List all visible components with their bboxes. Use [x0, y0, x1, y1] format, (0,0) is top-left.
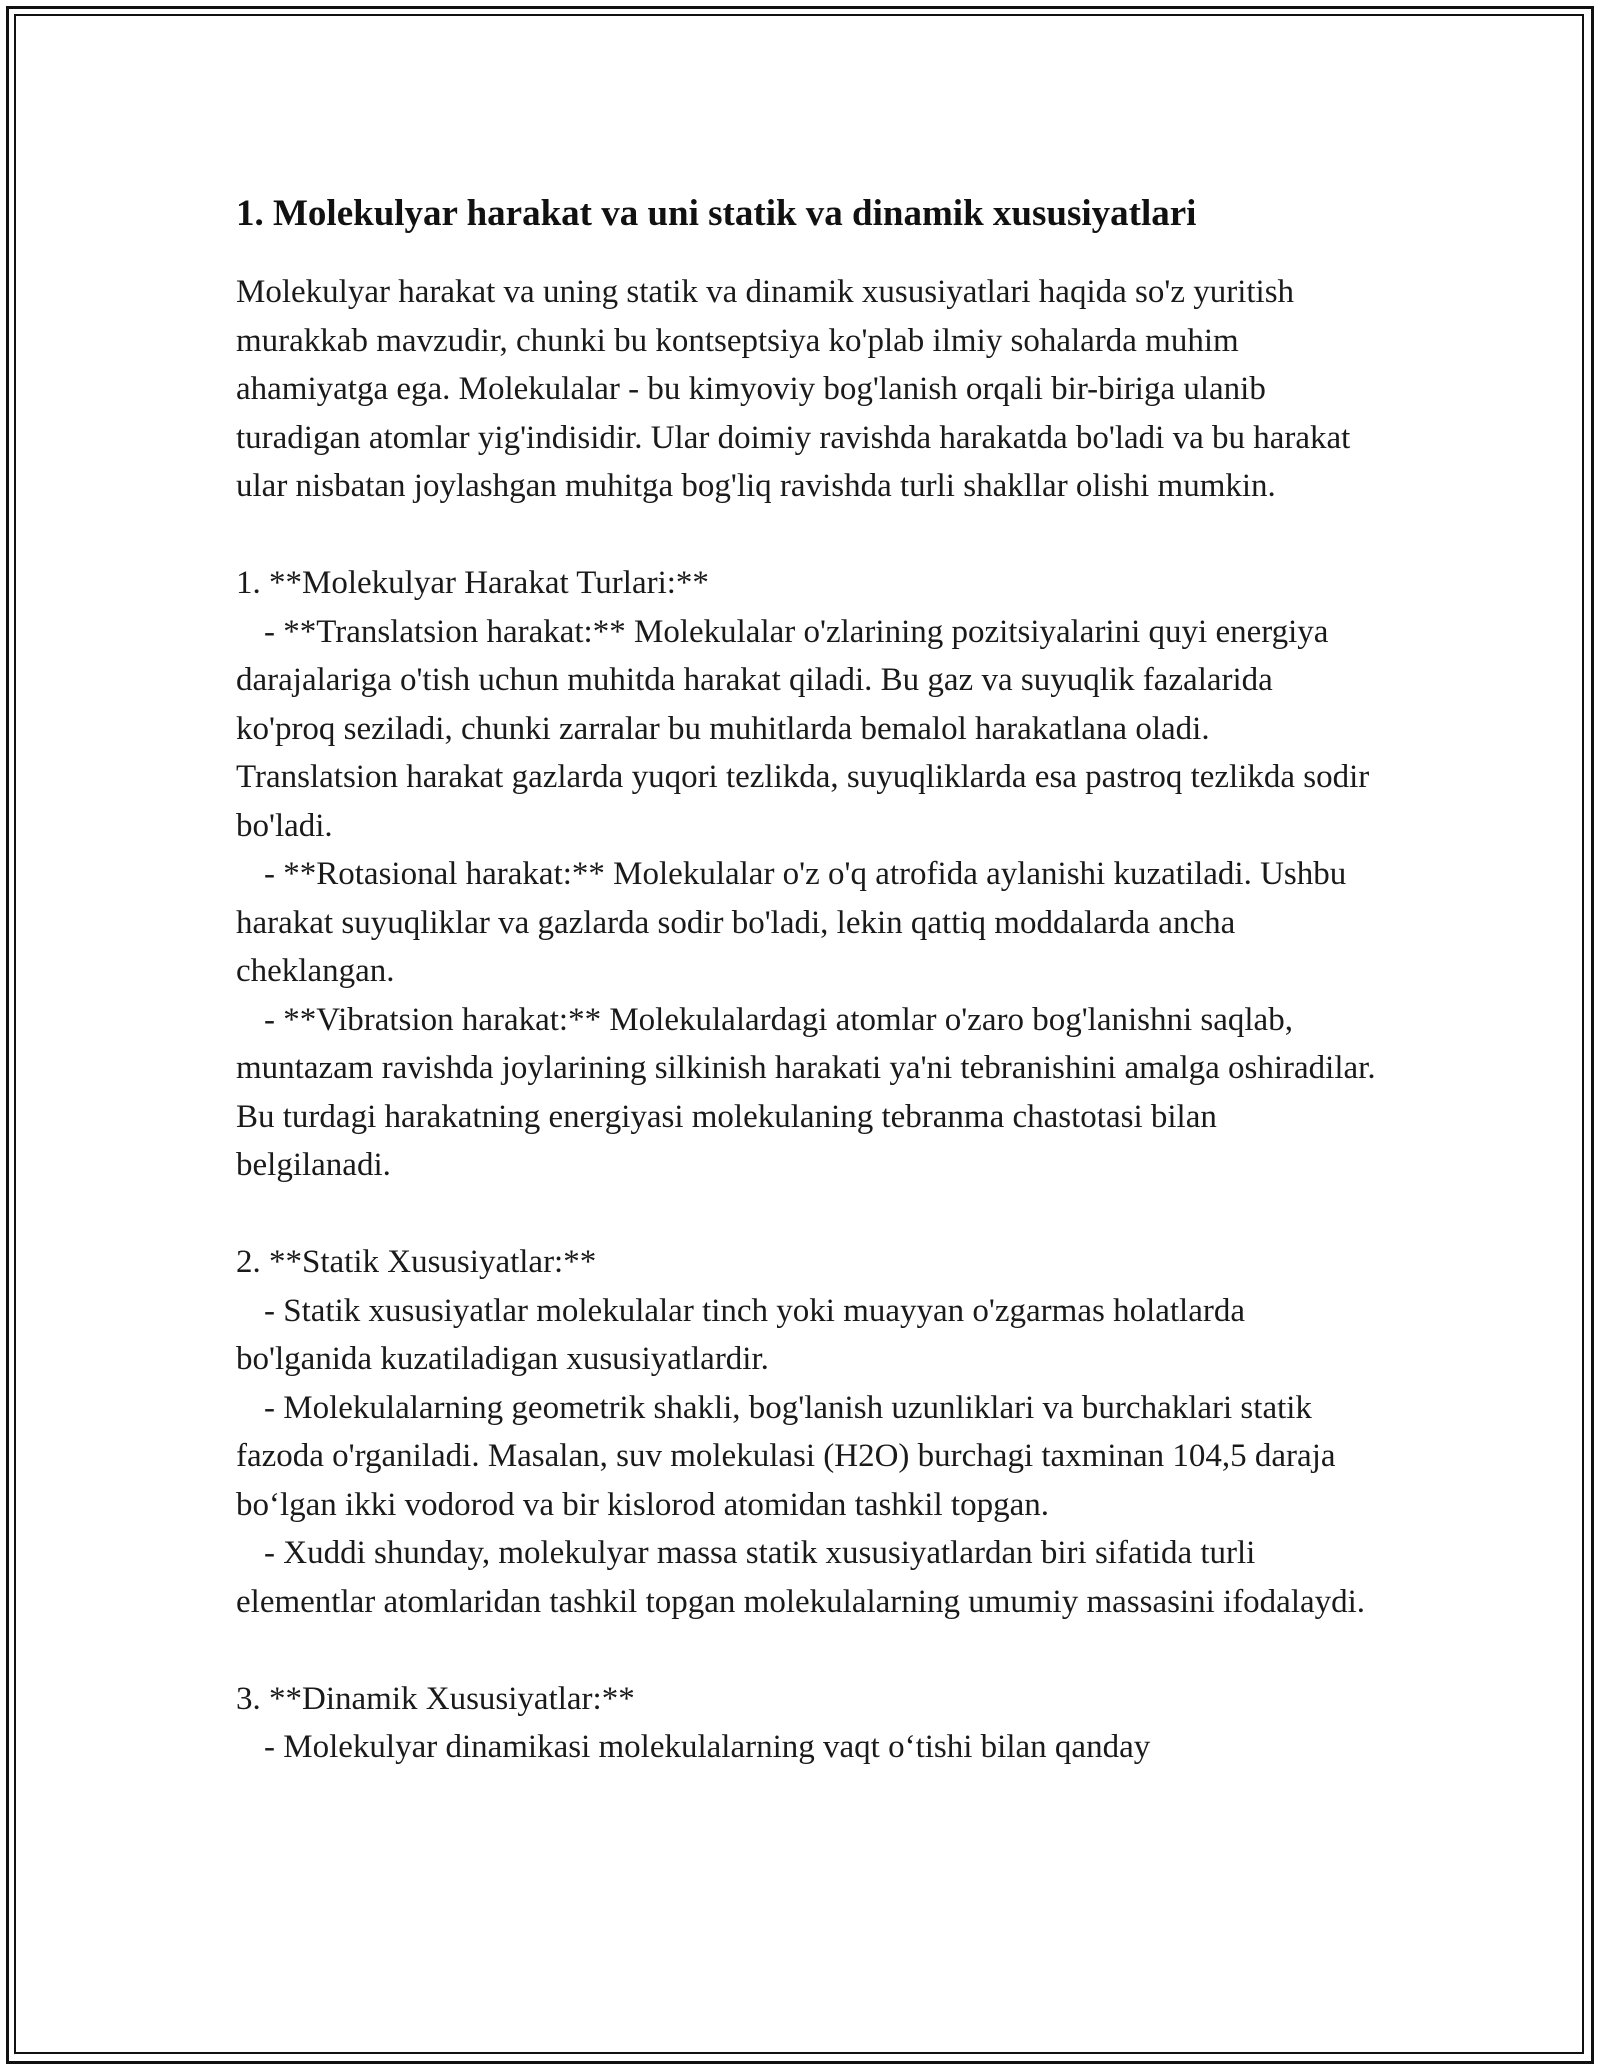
document-body [236, 268, 1376, 1772]
list-item-text: - Statik xususiyatlar molekulalar tinch yoki muayyan o'zgarmas holatlarda bo'lganida kuzatiladigan xususiyatlardir. [236, 1292, 1246, 1377]
list-item-text: - Molekulyar dinamikasi molekulalarning vaqt o‘tishi bilan qanday [264, 1729, 1151, 1765]
section-heading-dynamic-properties: 3. **Dinamik Xususiyatlar:** [236, 1680, 635, 1717]
list-item-molecular-dynamics [236, 1723, 1376, 1772]
list-item-text: - Xuddi shunday, molekulyar massa statik xususiyatlardan biri sifatida turli elementlar atomlaridan tashkil topgan molekulalarning umumiy massasini ifodalaydi. [236, 1535, 1366, 1620]
document-title: 1. Molekulyar harakat va uni statik va dinamik xususiyatlari [236, 193, 1197, 234]
paragraph-gap [236, 511, 1376, 560]
list-item-text: - **Translatsion harakat:** Molekulalar o'zlarining pozitsiyalarini quyi energiya darajalariga o'tish uchun muhitda harakat qiladi. Bu gaz va suyuqlik fazalarida ko'proq seziladi, chunki zarralar bu muhitlarda bemalol harakatlana oladi. Translatsion harakat gazlarda yuqori tezlikda, suyuqliklarda esa pastroq tezlikda sodir bo'ladi. [236, 613, 1370, 844]
section-heading-static-properties: 2. **Statik Xususiyatlar:** [236, 1244, 597, 1280]
list-item-rotational-motion [236, 850, 1376, 996]
list-item-translational-motion [236, 608, 1376, 851]
document-page [236, 186, 1376, 1772]
list-item-text: - **Rotasional harakat:** Molekulalar o'z o'q atrofida aylanishi kuzatiladi. Ushbu harakat suyuqliklar va gazlarda sodir bo'ladi, lekin qattiq moddalarda ancha cheklangan. [236, 856, 1347, 989]
section-heading-motion-types: 1. **Molekulyar Harakat Turlari:** [236, 565, 709, 601]
list-item-molecular-mass [236, 1529, 1376, 1626]
intro-paragraph: Molekulyar harakat va uning statik va dinamik xususiyatlari haqida so'z yuritish murakkab mavzudir, chunki bu kontseptsiya ko'plab ilmiy sohalarda muhim ahamiyatga ega. Molekulalar - bu kimyoviy bog'lanish orqali bir-biriga ulanib turadigan atomlar yig'indisidir. Ular doimiy ravishda harakatda bo'ladi va bu harakat ular nisbatan joylashgan muhitga bog'liq ravishda turli shakllar olishi mumkin. [236, 274, 1351, 504]
paragraph-gap [236, 1190, 1376, 1239]
list-item-vibrational-motion [236, 996, 1376, 1190]
list-item-text: - Molekulalarning geometrik shakli, bog'lanish uzunliklari va burchaklari statik fazoda o'rganiladi. Masalan, suv molekulasi (H2O) burchagi taxminan 104,5 daraja bo‘lgan ikki vodorod va bir kislorod atomidan tashkil topgan. [236, 1389, 1336, 1523]
paragraph-gap [236, 1626, 1376, 1675]
list-item-text: - **Vibratsion harakat:** Molekulalardagi atomlar o'zaro bog'lanishni saqlab, muntazam ravishda joylarining silkinish harakati ya'ni tebranishini amalga oshiradilar. Bu turdagi harakatning energiyasi molekulaning tebranma chastotasi bilan belgilanadi. [236, 1001, 1376, 1183]
list-item-static-definition [236, 1287, 1376, 1384]
list-item-geometry [236, 1384, 1376, 1530]
